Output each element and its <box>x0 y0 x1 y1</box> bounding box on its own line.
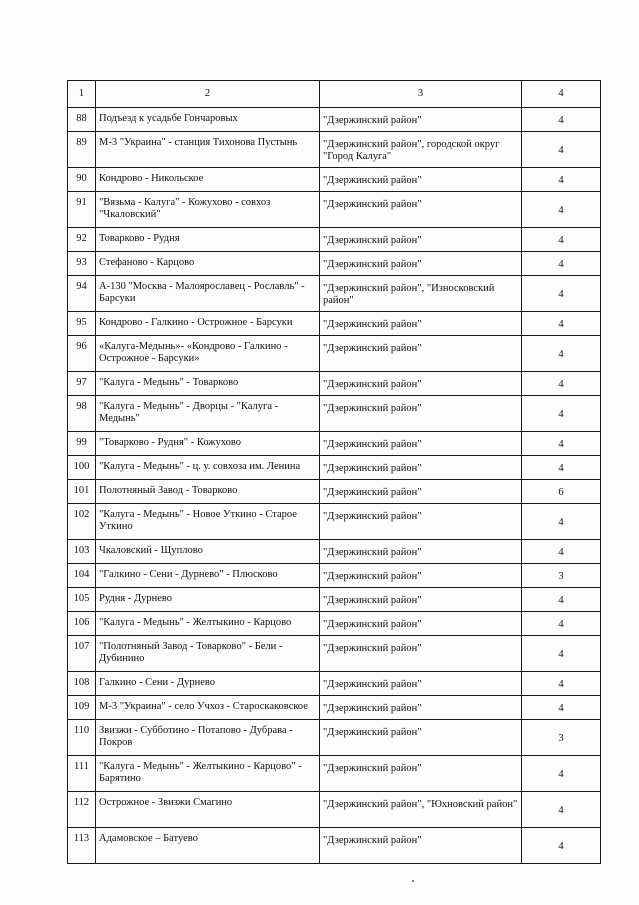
road-name: А-130 "Москва - Малоярославец - Рославль" - Барсуки <box>96 276 320 312</box>
road-category: 4 <box>522 132 601 168</box>
road-owner: "Дзержинский район" <box>320 756 522 792</box>
road-owner: "Дзержинский район" <box>320 564 522 588</box>
road-name: "Полотняный Завод - Товарково" - Бели - Дубинино <box>96 636 320 672</box>
row-number: 91 <box>68 192 96 228</box>
table-row <box>68 564 601 588</box>
row-number: 99 <box>68 432 96 456</box>
road-name: "Вязьма - Калуга" - Кожухово - совхоз "Чкаловский" <box>96 192 320 228</box>
road-owner: "Дзержинский район", "Юхновский район" <box>320 792 522 828</box>
table-row <box>68 396 601 432</box>
road-category: 3 <box>522 720 601 756</box>
road-owner: "Дзержинский район" <box>320 336 522 372</box>
table-row <box>68 504 601 540</box>
road-name: Рудня - Дурнево <box>96 588 320 612</box>
row-number: 107 <box>68 636 96 672</box>
table-row <box>68 168 601 192</box>
road-category: 4 <box>522 168 601 192</box>
road-category: 4 <box>522 456 601 480</box>
road-name: Звизжи - Субботино - Потапово - Дубрава - Покров <box>96 720 320 756</box>
table-row <box>68 336 601 372</box>
road-category: 4 <box>522 228 601 252</box>
table-row <box>68 372 601 396</box>
table-body <box>68 81 601 864</box>
road-owner: "Дзержинский район" <box>320 672 522 696</box>
table-row <box>68 828 601 864</box>
table-row <box>68 132 601 168</box>
road-category: 4 <box>522 696 601 720</box>
road-owner: "Дзержинский район" <box>320 252 522 276</box>
road-owner: "Дзержинский район" <box>320 636 522 672</box>
table-row <box>68 588 601 612</box>
road-owner: "Дзержинский район" <box>320 504 522 540</box>
road-owner: "Дзержинский район" <box>320 540 522 564</box>
row-number: 94 <box>68 276 96 312</box>
row-number: 102 <box>68 504 96 540</box>
row-number: 112 <box>68 792 96 828</box>
row-number: 97 <box>68 372 96 396</box>
row-number: 100 <box>68 456 96 480</box>
road-category: 4 <box>522 588 601 612</box>
table-row <box>68 756 601 792</box>
road-owner: "Дзержинский район" <box>320 108 522 132</box>
road-owner: "Дзержинский район" <box>320 720 522 756</box>
scan-speck <box>412 880 414 882</box>
row-number: 98 <box>68 396 96 432</box>
road-name: "Калуга - Медынь" - ц. у. совхоза им. Ленина <box>96 456 320 480</box>
road-name: М-3 "Украина" - село Учхоз - Староскаковское <box>96 696 320 720</box>
row-number: 89 <box>68 132 96 168</box>
road-owner: "Дзержинский район" <box>320 396 522 432</box>
table-row <box>68 228 601 252</box>
road-category: 4 <box>522 612 601 636</box>
road-name: Адамовское – Батуево <box>96 828 320 864</box>
road-category: 4 <box>522 252 601 276</box>
road-name: "Калуга - Медынь" - Желтыкино - Карцово <box>96 612 320 636</box>
road-owner: "Дзержинский район" <box>320 696 522 720</box>
road-name: "Калуга - Медынь" - Дворцы - "Калуга - Медынь" <box>96 396 320 432</box>
road-owner: "Дзержинский район" <box>320 372 522 396</box>
row-number: 90 <box>68 168 96 192</box>
road-name: Полотняный Завод - Товарково <box>96 480 320 504</box>
road-category: 4 <box>522 108 601 132</box>
road-category: 4 <box>522 792 601 828</box>
header-cell-number: 1 <box>68 81 96 108</box>
road-name: Товарково - Рудня <box>96 228 320 252</box>
row-number: 109 <box>68 696 96 720</box>
row-number: 96 <box>68 336 96 372</box>
table-row <box>68 672 601 696</box>
road-name: Подъезд к усадьбе Гончаровых <box>96 108 320 132</box>
road-name: «Калуга-Медынь»- «Кондрово - Галкино - Острожное - Барсуки» <box>96 336 320 372</box>
table-row <box>68 252 601 276</box>
road-name: М-3 "Украина" - станция Тихонова Пустынь <box>96 132 320 168</box>
road-category: 4 <box>522 312 601 336</box>
table-row <box>68 192 601 228</box>
table-row <box>68 276 601 312</box>
table-row <box>68 792 601 828</box>
road-owner: "Дзержинский район" <box>320 312 522 336</box>
table-row <box>68 108 601 132</box>
row-number: 108 <box>68 672 96 696</box>
row-number: 106 <box>68 612 96 636</box>
table-row <box>68 696 601 720</box>
row-number: 111 <box>68 756 96 792</box>
road-name: "Калуга - Медынь" - Товарково <box>96 372 320 396</box>
road-owner: "Дзержинский район" <box>320 480 522 504</box>
header-row <box>68 81 601 108</box>
row-number: 88 <box>68 108 96 132</box>
roads-table <box>67 80 601 864</box>
road-owner: "Дзержинский район" <box>320 192 522 228</box>
row-number: 103 <box>68 540 96 564</box>
header-cell-category: 4 <box>522 81 601 108</box>
road-category: 4 <box>522 192 601 228</box>
road-name: Острожное - Звизжи Смагино <box>96 792 320 828</box>
road-category: 4 <box>522 540 601 564</box>
table-row <box>68 432 601 456</box>
road-owner: "Дзержинский район" <box>320 168 522 192</box>
row-number: 95 <box>68 312 96 336</box>
table-row <box>68 540 601 564</box>
road-owner: "Дзержинский район" <box>320 228 522 252</box>
table-row <box>68 636 601 672</box>
road-category: 4 <box>522 504 601 540</box>
road-category: 4 <box>522 636 601 672</box>
road-category: 4 <box>522 372 601 396</box>
road-owner: "Дзержинский район", "Износковский район" <box>320 276 522 312</box>
road-category: 4 <box>522 336 601 372</box>
row-number: 110 <box>68 720 96 756</box>
table-row <box>68 456 601 480</box>
road-name: Стефаново - Карцово <box>96 252 320 276</box>
road-category: 4 <box>522 828 601 864</box>
road-category: 3 <box>522 564 601 588</box>
road-category: 4 <box>522 396 601 432</box>
row-number: 93 <box>68 252 96 276</box>
road-name: Кондрово - Галкино - Острожное - Барсуки <box>96 312 320 336</box>
road-owner: "Дзержинский район" <box>320 588 522 612</box>
road-name: "Галкино - Сени - Дурнево" - Плюсково <box>96 564 320 588</box>
header-cell-road-name: 2 <box>96 81 320 108</box>
road-name: Галкино - Сени - Дурнево <box>96 672 320 696</box>
road-category: 4 <box>522 756 601 792</box>
road-category: 4 <box>522 276 601 312</box>
table-row <box>68 480 601 504</box>
road-name: "Калуга - Медынь" - Желтыкино - Карцово" - Барятино <box>96 756 320 792</box>
row-number: 104 <box>68 564 96 588</box>
table-row <box>68 612 601 636</box>
row-number: 101 <box>68 480 96 504</box>
table-row <box>68 312 601 336</box>
row-number: 105 <box>68 588 96 612</box>
road-category: 4 <box>522 432 601 456</box>
row-number: 92 <box>68 228 96 252</box>
road-category: 4 <box>522 672 601 696</box>
road-owner: "Дзержинский район" <box>320 828 522 864</box>
road-owner: "Дзержинский район" <box>320 432 522 456</box>
road-owner: "Дзержинский район", городской округ "Город Калуга" <box>320 132 522 168</box>
row-number: 113 <box>68 828 96 864</box>
road-owner: "Дзержинский район" <box>320 456 522 480</box>
road-owner: "Дзержинский район" <box>320 612 522 636</box>
road-name: "Калуга - Медынь" - Новое Уткино - Старое Уткино <box>96 504 320 540</box>
road-category: 6 <box>522 480 601 504</box>
road-name: Чкаловский - Щуплово <box>96 540 320 564</box>
road-name: "Товарково - Рудня" - Кожухово <box>96 432 320 456</box>
header-cell-owner: 3 <box>320 81 522 108</box>
table-row <box>68 720 601 756</box>
road-name: Кондрово - Никольское <box>96 168 320 192</box>
